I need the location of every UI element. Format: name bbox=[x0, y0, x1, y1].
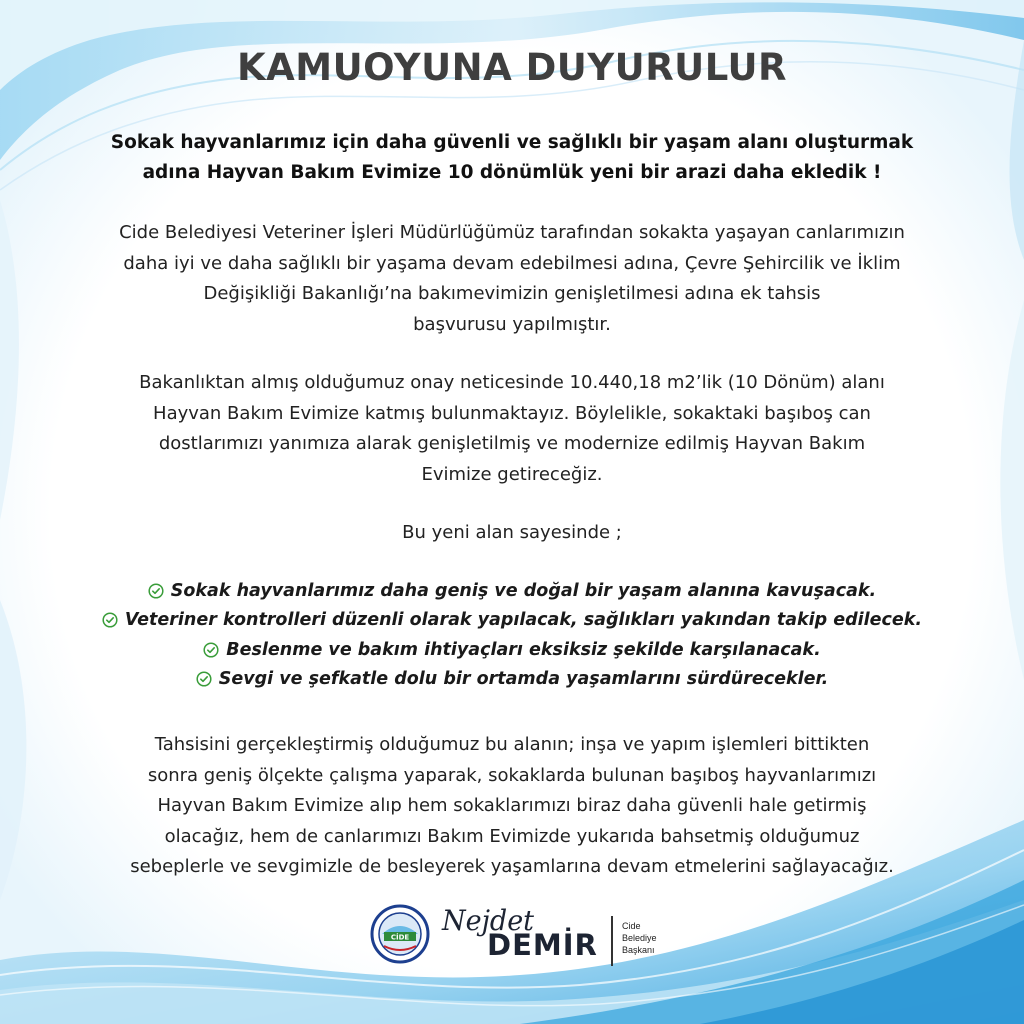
lead-line: adına Hayvan Bakım Evimize 10 dönümlük yeni bir arazi daha ekledik ! bbox=[142, 162, 882, 183]
paragraph-line: Bakanlıktan almış olduğumuz onay neticesinde 10.440,18 m2’lik (10 Dönüm) alanı bbox=[139, 372, 885, 393]
check-circle-icon bbox=[196, 671, 212, 687]
paragraph-approval bbox=[50, 368, 974, 490]
lead-statement bbox=[60, 128, 964, 188]
list-item bbox=[40, 576, 984, 606]
benefit-text: Sokak hayvanlarımız daha geniş ve doğal bir yaşam alanına kavuşacak. bbox=[170, 580, 877, 601]
list-item bbox=[40, 635, 984, 665]
role-line: Cide bbox=[622, 921, 641, 931]
benefit-text: Beslenme ve bakım ihtiyaçları eksiksiz şekilde karşılanacak. bbox=[226, 639, 821, 660]
check-circle-icon bbox=[148, 583, 164, 599]
signature-block bbox=[0, 900, 1024, 980]
paragraph-line: sebeplerle ve sevgimizle de besleyerek yaşamlarına devam etmelerini sağlayacağız. bbox=[130, 856, 894, 877]
paragraph-line: sonra geniş ölçekte çalışma yaparak, sokaklarda bulunan başıboş hayvanlarımızı bbox=[147, 764, 877, 786]
lead-line: Sokak hayvanlarımız için daha güvenli ve sağlıklı bir yaşam alanı oluşturmak bbox=[110, 132, 914, 153]
benefit-text: Sevgi ve şefkatle dolu bir ortamda yaşamlarını sürdürecekler. bbox=[218, 669, 829, 690]
paragraph-application bbox=[50, 218, 974, 340]
signature-role bbox=[622, 920, 657, 956]
paragraph-line: Evimize getireceğiz. bbox=[421, 463, 603, 485]
role-line: Belediye bbox=[622, 933, 657, 943]
paragraph-line: Tahsisini gerçekleştirmiş olduğumuz bu alanın; inşa ve yapım işlemleri bittikten bbox=[154, 734, 870, 755]
list-item bbox=[40, 665, 984, 695]
paragraph-line: başvurusu yapılmıştır. bbox=[413, 313, 611, 335]
benefit-text: Veteriner kontrolleri düzenli olarak yapılacak, sağlıkları yakından takip edilecek. bbox=[124, 610, 923, 631]
municipality-seal-icon bbox=[370, 904, 430, 964]
paragraph-line: Hayvan Bakım Evimize alıp hem sokaklarımızı biraz daha güvenli hale getirmiş bbox=[157, 795, 867, 816]
benefits-intro bbox=[50, 518, 974, 549]
list-item bbox=[40, 606, 984, 636]
paragraph-line: Cide Belediyesi Veteriner İşleri Müdürlüğümüz tarafından sokakta yaşayan canlarımızın bbox=[119, 222, 905, 243]
paragraph-line: dostlarımızı yanımıza alarak genişletilmiş ve modernize edilmiş Hayvan Bakım bbox=[158, 433, 866, 454]
paragraph-line: olacağız, hem de canlarımızı Bakım Evimizde yukarıda bahsetmiş olduğumuz bbox=[164, 825, 860, 847]
check-circle-icon bbox=[102, 612, 118, 628]
check-circle-icon bbox=[203, 642, 219, 658]
intro-line: Bu yeni alan sayesinde ; bbox=[402, 522, 622, 543]
page-title: KAMUOYUNA DUYURULUR bbox=[236, 46, 788, 89]
paragraph-line: Hayvan Bakım Evimize katmış bulunmaktayız. Böylelikle, sokaktaki başıboş can bbox=[153, 402, 871, 424]
benefits-list bbox=[40, 576, 984, 694]
signature-divider bbox=[611, 916, 613, 966]
paragraph-line: Değişikliği Bakanlığı’na bakımevimizin genişletilmesi adına ek tahsis bbox=[203, 283, 821, 304]
role-line: Başkanı bbox=[622, 945, 655, 955]
signature-surname: DEMİR bbox=[487, 928, 598, 962]
paragraph-line: daha iyi ve daha sağlıklı bir yaşama devam edebilmesi adına, Çevre Şehircilik ve İklim bbox=[123, 252, 901, 274]
seal-text: CİDE bbox=[390, 933, 410, 942]
first-name-text: Nejdet bbox=[441, 904, 535, 937]
paragraph-closing bbox=[50, 730, 974, 883]
